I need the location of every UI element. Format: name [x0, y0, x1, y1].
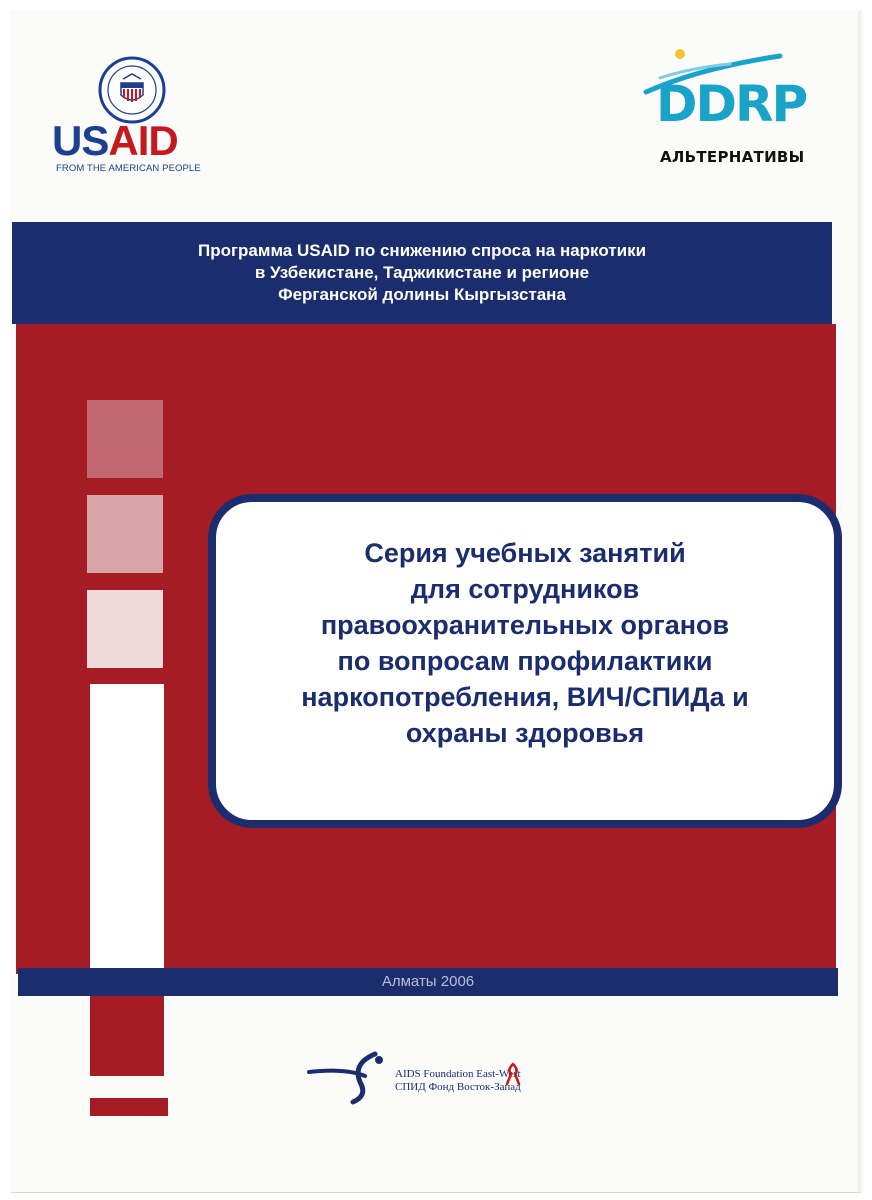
title-line: правоохранительных органов — [320, 610, 730, 640]
title-line: для сотрудников — [410, 574, 640, 604]
decorative-square — [87, 590, 163, 668]
decorative-bar — [90, 996, 164, 1076]
program-line: Ферганской долины Кыргызстана — [278, 285, 566, 304]
usaid-tagline: FROM THE AMERICAN PEOPLE — [56, 163, 201, 174]
program-description — [12, 240, 832, 306]
ddrp-wordmark: DDRP — [656, 75, 807, 133]
title-line: Серия учебных занятий — [364, 538, 686, 568]
ddrp-logo — [640, 48, 807, 173]
title-line: охраны здоровья — [405, 718, 645, 748]
red-ribbon-icon — [505, 1062, 521, 1086]
usaid-wordmark: USAID — [52, 117, 178, 164]
usaid-seal-icon — [97, 55, 167, 125]
program-line: Программа USAID по снижению спроса на наркотики — [197, 241, 647, 260]
page-edge — [858, 12, 864, 1192]
decorative-square — [87, 400, 163, 478]
place-year: Алматы 2006 — [381, 973, 475, 990]
ddrp-subtitle: АЛЬТЕРНАТИВЫ — [660, 148, 805, 166]
book-title — [208, 535, 842, 751]
title-line: наркопотребления, ВИЧ/СПИДа и — [301, 682, 749, 712]
decorative-square — [87, 495, 163, 573]
program-line: в Узбекистане, Таджикистане и регионе — [254, 263, 590, 282]
decorative-bar — [90, 1098, 168, 1116]
aids-foundation-name: AIDS Foundation East-West СПИД Фонд Восток-Запад — [395, 1068, 521, 1093]
aids-foundation-logo — [305, 1050, 565, 1105]
title-line: по вопросам профилактики — [337, 646, 713, 676]
aids-foundation-swoosh-icon — [305, 1050, 405, 1105]
usaid-logo — [52, 55, 212, 180]
decorative-strip — [90, 684, 164, 976]
